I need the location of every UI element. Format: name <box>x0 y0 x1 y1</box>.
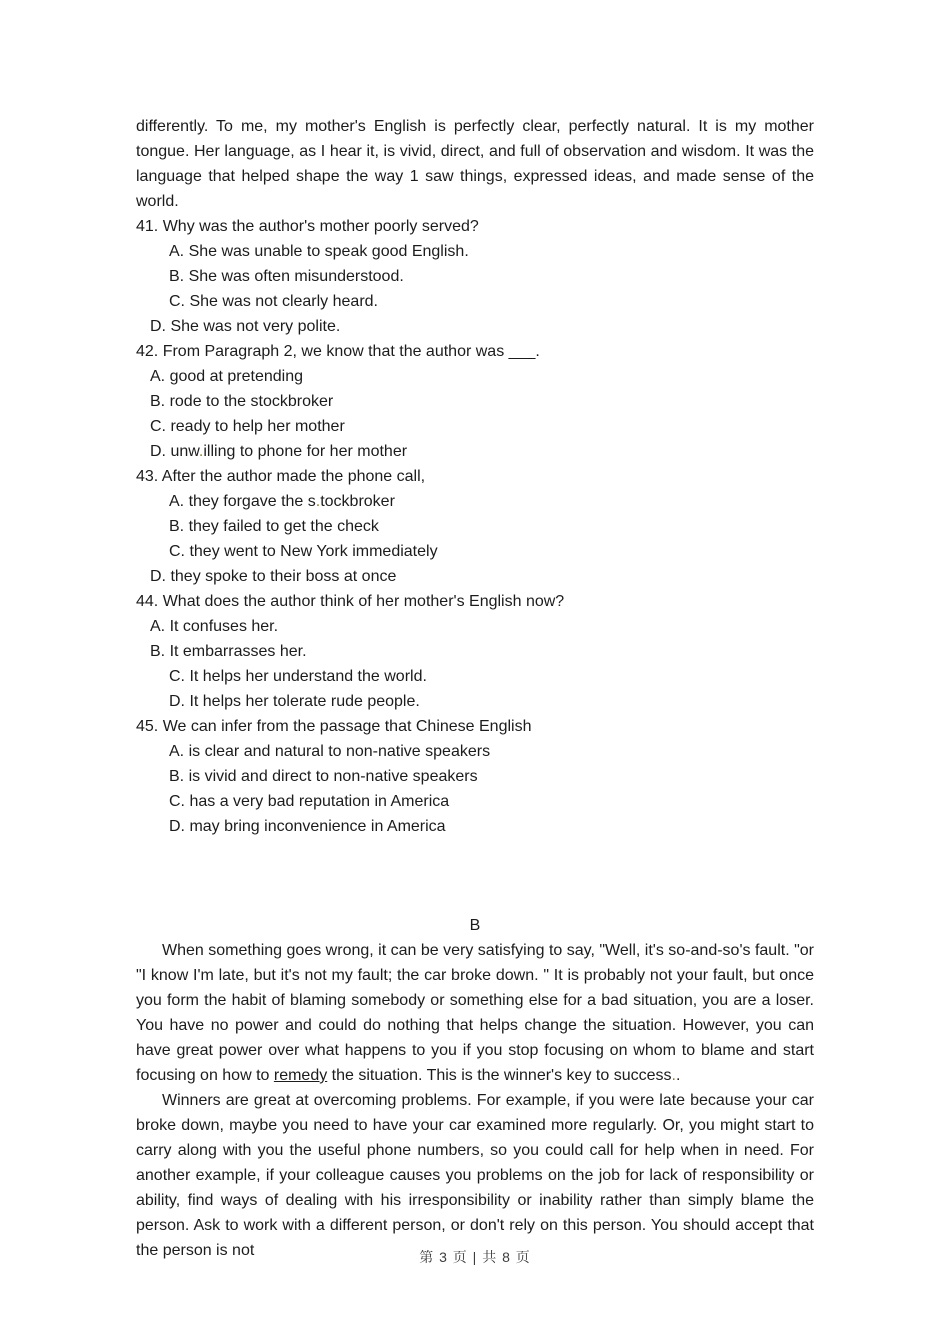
question-45 <box>136 714 814 839</box>
passage-b-heading: B <box>469 917 481 934</box>
question-44-option-b: B. It embarrasses her. <box>150 643 307 660</box>
question-43-option-a <box>169 489 814 514</box>
question-45-stem: 45. We can infer from the passage that Chinese English <box>136 718 532 735</box>
question-45-option-a: A. is clear and natural to non-native speakers <box>169 743 491 760</box>
question-44 <box>136 589 814 714</box>
question-41-option-d: D. She was not very polite. <box>150 318 341 335</box>
question-45-option-d: D. may bring inconvenience in America <box>169 818 446 835</box>
question-42-stem: 42. From Paragraph 2, we know that the author was ___. <box>136 343 540 360</box>
passage-b-paragraph-2: Winners are great at overcoming problems. For example, if you were late because your car broke down, maybe you need to have your car examined more regularly. Or, you might start to carry along with you the useful phone numbers, so you could call for help when in need. For another example, if your colleague causes you problems on the job for lack of responsibility or ability, find ways of dealing with his irresponsibility or inability rather than simply blame the person. Ask to work with a different person, or don't rely on this person. You should accept that the person is not <box>136 1092 814 1259</box>
question-42-option-a: A. good at pretending <box>150 368 304 385</box>
question-41-option-a: A. She was unable to speak good English. <box>169 243 469 260</box>
question-43-option-b: B. they failed to get the check <box>169 518 379 535</box>
question-41-option-b: B. She was often misunderstood. <box>169 268 404 285</box>
question-41-stem: 41. Why was the author's mother poorly served? <box>136 218 479 235</box>
underlined-word: remedy <box>273 1067 328 1084</box>
question-44-option-a: A. It confuses her. <box>150 618 279 635</box>
text-segment: When something goes wrong, it can be very satisfying to say, "Well, it's so-and-so's fault. "or "I know I'm late, but it's not my fault; the car broke down. " It is probably not your fault, but once you form the habit of blaming somebody or something else for a bad situation, you are a loser. You have no power and could do nothing that helps change the situation. However, you can have great power over what happens to you if you stop focusing on whom to blame and start focusing on how to <box>136 942 814 1084</box>
question-44-option-c: C. It helps her understand the world. <box>169 668 427 685</box>
text-segment: the situation. This is the winner's key to success <box>327 1067 672 1084</box>
question-45-option-b: B. is vivid and direct to non-native speakers <box>169 768 478 785</box>
watermark-dot: . <box>671 1067 676 1084</box>
passage-b-paragraph-1 <box>136 938 814 1088</box>
intro-paragraph: differently. To me, my mother's English is perfectly clear, perfectly natural. It is my mother tongue. Her language, as I hear it, is vivid, direct, and full of observation and wisdom. It was the language that helped shape the way 1 saw things, expressed ideas, and made sense of the world. <box>136 118 814 210</box>
text-segment: . <box>675 1067 681 1084</box>
question-42-option-c: C. ready to help her mother <box>150 418 345 435</box>
text-segment: tockbroker <box>320 493 395 510</box>
watermark-dot: . <box>198 443 204 460</box>
text-segment: A. they forgave the s <box>169 493 316 510</box>
question-43-option-d: D. they spoke to their boss at once <box>150 568 397 585</box>
watermark-dot: . <box>315 493 321 510</box>
question-42-option-d <box>150 439 814 464</box>
text-segment: D. unw <box>150 443 199 460</box>
question-45-option-c: C. has a very bad reputation in America <box>169 793 450 810</box>
question-42-option-b: B. rode to the stockbroker <box>150 393 334 410</box>
question-44-stem: 44. What does the author think of her mother's English now? <box>136 593 565 610</box>
text-segment: illing to phone for her mother <box>203 443 408 460</box>
question-41 <box>136 214 814 339</box>
question-43-option-c: C. they went to New York immediately <box>169 543 438 560</box>
page-footer: 第 3 页 | 共 8 页 <box>419 1249 531 1265</box>
question-41-option-c: C. She was not clearly heard. <box>169 293 378 310</box>
question-43-stem: 43. After the author made the phone call, <box>136 468 426 485</box>
page-content <box>136 114 814 1263</box>
question-42 <box>136 339 814 464</box>
question-44-option-d: D. It helps her tolerate rude people. <box>169 693 420 710</box>
question-43 <box>136 464 814 589</box>
